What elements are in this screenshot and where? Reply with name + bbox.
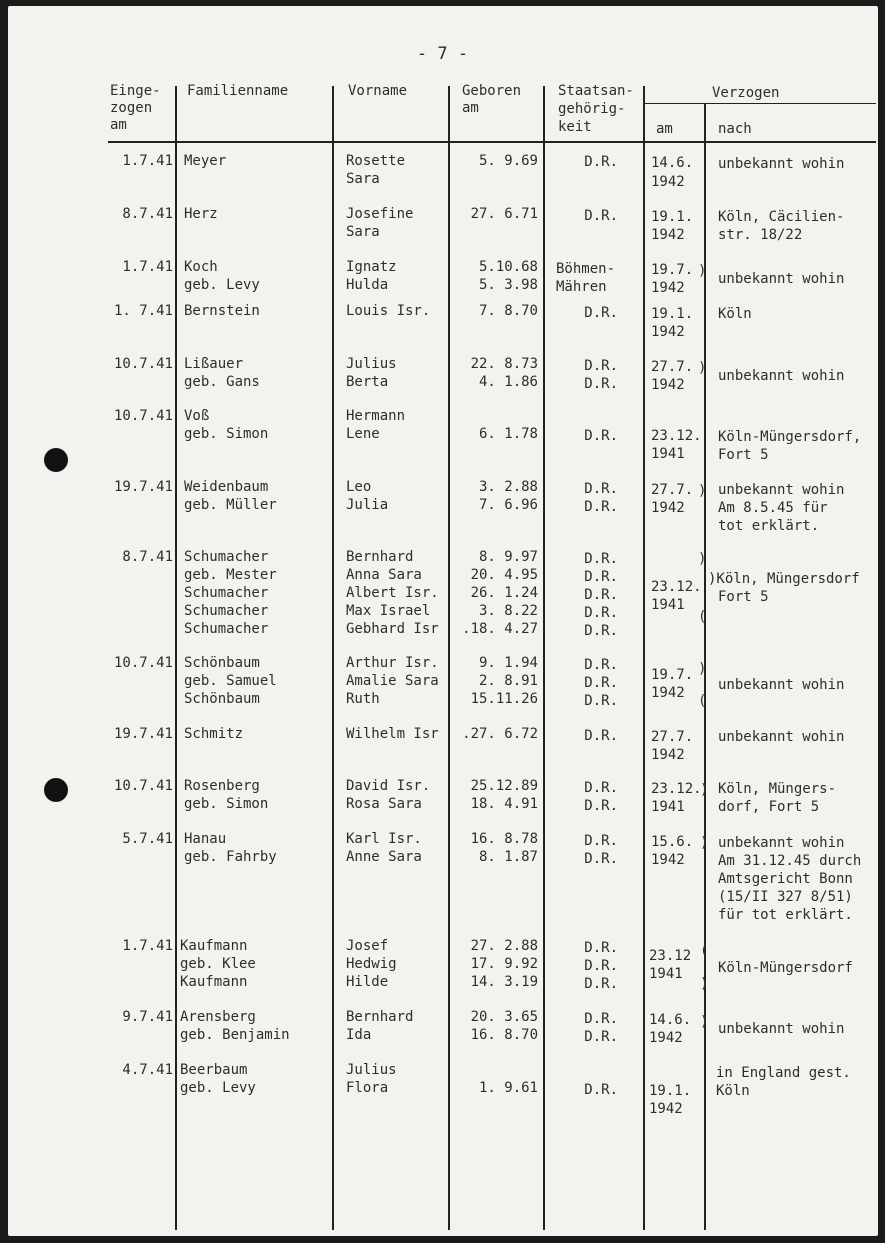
- entry-am: 1942: [651, 852, 685, 868]
- entry-name: Rosenberg: [184, 778, 260, 794]
- entry-am: 1942: [651, 280, 685, 296]
- entry-first: Albert Isr.: [346, 585, 439, 601]
- col-rule-2: [332, 86, 334, 1230]
- brace: ): [698, 661, 707, 677]
- entry-am: 23.12.: [651, 428, 702, 444]
- entry-name: geb. Müller: [184, 497, 277, 513]
- entry-born: 2. 8.91: [478, 673, 538, 689]
- entry-state: D.R.: [584, 208, 618, 224]
- entry-first: Leo: [346, 479, 372, 495]
- entry-state: D.R.: [584, 605, 618, 621]
- brace: ): [698, 360, 707, 376]
- entry-name: Schumacher: [184, 585, 269, 601]
- header-eingezogen-3: am: [110, 117, 127, 133]
- entry-am: 1942: [651, 747, 685, 763]
- entry-nach: )Köln, Müngersdorf: [708, 571, 860, 587]
- brace: ): [700, 1014, 709, 1030]
- entry-state: Mähren: [556, 279, 607, 295]
- entry-first: Sara: [346, 224, 380, 240]
- entry-am: 1942: [649, 1030, 683, 1046]
- entry-nach: Amtsgericht Bonn: [718, 871, 853, 887]
- brace: ): [700, 976, 709, 992]
- entry-date: 5.7.41: [122, 831, 173, 847]
- entry-state: D.R.: [584, 428, 618, 444]
- entry-first: Ignatz: [346, 259, 397, 275]
- entry-state: D.R.: [584, 657, 618, 673]
- entry-am: 14.6.: [651, 155, 694, 171]
- entry-born: 25.12.89: [470, 778, 538, 794]
- entry-nach: str. 18/22: [718, 227, 803, 243]
- entry-born: 17. 9.92: [470, 956, 538, 972]
- entry-nach: Köln-Müngersdorf,: [718, 429, 862, 445]
- entry-first: Hulda: [346, 277, 389, 293]
- entry-name: Voß: [184, 408, 210, 424]
- entry-nach: Köln, Cäcilien-: [718, 209, 845, 225]
- entry-first: Anna Sara: [346, 567, 422, 583]
- entry-born: 5. 3.98: [478, 277, 538, 293]
- entry-name: Meyer: [184, 153, 227, 169]
- header-geboren-1: Geboren: [462, 83, 522, 99]
- brace: (: [698, 693, 707, 709]
- entry-am: 1941: [649, 966, 683, 982]
- entry-date: 19.7.41: [113, 726, 173, 742]
- entry-state: D.R.: [584, 551, 618, 567]
- entry-name: Schmitz: [184, 726, 244, 742]
- entry-nach: Fort 5: [718, 447, 769, 463]
- entry-date: 10.7.41: [113, 356, 173, 372]
- header-vorname: Vorname: [348, 83, 408, 99]
- entry-date: 1. 7.41: [113, 303, 173, 319]
- entry-born: 6. 1.78: [478, 426, 538, 442]
- entry-am: 14.6.: [649, 1012, 692, 1028]
- entry-nach: für tot erklärt.: [718, 907, 853, 923]
- entry-name: Schönbaum: [184, 655, 260, 671]
- entry-state: D.R.: [584, 376, 618, 392]
- entry-am: 1942: [651, 500, 685, 516]
- entry-state: D.R.: [584, 798, 618, 814]
- entry-name: geb. Levy: [180, 1080, 256, 1096]
- entry-first: Arthur Isr.: [346, 655, 439, 671]
- entry-born: 8. 1.87: [478, 849, 538, 865]
- entry-am: 23.12.: [651, 579, 702, 595]
- entry-date: 10.7.41: [113, 408, 173, 424]
- entry-state: D.R.: [584, 1011, 618, 1027]
- entry-first: Hedwig: [346, 956, 397, 972]
- header-verzogen-nach: nach: [718, 121, 752, 137]
- entry-nach: (15/II 327 8/51): [718, 889, 853, 905]
- entry-born: 26. 1.24: [470, 585, 538, 601]
- entry-born: 1. 9.61: [478, 1080, 538, 1096]
- entry-name: geb. Mester: [184, 567, 277, 583]
- entry-born: .18. 4.27: [462, 621, 538, 637]
- entry-first: Wilhelm Isr: [346, 726, 439, 742]
- entry-date: 19.7.41: [113, 479, 173, 495]
- entry-born: 9. 1.94: [478, 655, 538, 671]
- entry-date: 10.7.41: [113, 655, 173, 671]
- header-staat-3: keit: [558, 119, 592, 135]
- punch-hole-lower: [44, 778, 68, 802]
- entry-name: Schumacher: [184, 549, 269, 565]
- entry-date: 4.7.41: [122, 1062, 173, 1078]
- entry-name: Herz: [184, 206, 218, 222]
- brace: ): [698, 263, 707, 279]
- entry-born: 3. 2.88: [478, 479, 538, 495]
- entry-state: D.R.: [584, 358, 618, 374]
- entry-am: 1941: [651, 446, 685, 462]
- entry-nach: Am 8.5.45 für: [718, 500, 828, 516]
- entry-date: 1.7.41: [122, 153, 173, 169]
- entry-first: Julia: [346, 497, 389, 513]
- entry-state: D.R.: [584, 154, 618, 170]
- entry-date: 8.7.41: [122, 206, 173, 222]
- entry-first: Hermann: [346, 408, 406, 424]
- header-rule: [108, 141, 876, 143]
- col-rule-4: [543, 86, 545, 1230]
- entry-born: 22. 8.73: [470, 356, 538, 372]
- entry-born: 14. 3.19: [470, 974, 538, 990]
- entry-born: 5. 9.69: [478, 153, 538, 169]
- entry-date: 9.7.41: [122, 1009, 173, 1025]
- header-staat-2: gehörig-: [558, 101, 626, 117]
- entry-state: D.R.: [584, 569, 618, 585]
- brace: ): [700, 782, 709, 798]
- entry-name: Kaufmann: [180, 938, 248, 954]
- entry-state: D.R.: [584, 851, 618, 867]
- entry-first: Hilde: [346, 974, 389, 990]
- entry-am: 19.1.: [649, 1083, 692, 1099]
- brace: ): [698, 551, 707, 567]
- entry-nach: unbekannt wohin: [718, 677, 845, 693]
- entry-am: 1942: [651, 324, 685, 340]
- entry-am: 1941: [651, 799, 685, 815]
- entry-first: Bernhard: [346, 549, 414, 565]
- entry-name: Koch: [184, 259, 218, 275]
- header-familienname: Familienname: [187, 83, 289, 99]
- entry-name: Arensberg: [180, 1009, 256, 1025]
- entry-name: geb. Klee: [180, 956, 256, 972]
- entry-state: D.R.: [584, 1082, 618, 1098]
- entry-first: Josef: [346, 938, 389, 954]
- entry-first: Berta: [346, 374, 389, 390]
- entry-am: 1942: [651, 174, 685, 190]
- entry-state: D.R.: [584, 499, 618, 515]
- col-rule-1: [175, 86, 177, 1230]
- entry-name: geb. Samuel: [184, 673, 277, 689]
- entry-am: 1942: [649, 1101, 683, 1117]
- entry-am: 15.6.: [651, 834, 694, 850]
- entry-nach: in England gest.: [716, 1065, 851, 1081]
- entry-state: D.R.: [584, 623, 618, 639]
- entry-am: 1942: [651, 377, 685, 393]
- entry-name: Lißauer: [184, 356, 244, 372]
- entry-first: Karl Isr.: [346, 831, 422, 847]
- entry-nach: dorf, Fort 5: [718, 799, 820, 815]
- entry-first: Ruth: [346, 691, 380, 707]
- entry-date: 8.7.41: [122, 549, 173, 565]
- entry-born: 20. 4.95: [470, 567, 538, 583]
- page-number: - 7 -: [416, 44, 469, 64]
- header-geboren-2: am: [462, 100, 479, 116]
- entry-born: .27. 6.72: [462, 726, 538, 742]
- entry-born: 5.10.68: [478, 259, 538, 275]
- entry-name: geb. Simon: [184, 796, 269, 812]
- entry-am: 19.1.: [651, 209, 694, 225]
- entry-first: Amalie Sara: [346, 673, 439, 689]
- entry-am: 23.12: [649, 948, 692, 964]
- entry-first: Ida: [346, 1027, 372, 1043]
- entry-date: 10.7.41: [113, 778, 173, 794]
- brace: (: [698, 609, 707, 625]
- entry-am: 1942: [651, 227, 685, 243]
- entry-state: D.R.: [584, 958, 618, 974]
- entry-first: Sara: [346, 171, 380, 187]
- entry-first: David Isr.: [346, 778, 431, 794]
- entry-am: 23.12.: [651, 781, 702, 797]
- entry-nach: unbekannt wohin: [718, 368, 845, 384]
- entry-name: Kaufmann: [180, 974, 248, 990]
- entry-first: Gebhard Isr: [346, 621, 439, 637]
- entry-state: D.R.: [584, 780, 618, 796]
- verzogen-rule: [644, 103, 876, 104]
- brace: (: [700, 943, 709, 959]
- entry-am: 1941: [651, 597, 685, 613]
- entry-first: Rosette: [346, 153, 406, 169]
- entry-state: D.R.: [584, 833, 618, 849]
- entry-state: D.R.: [584, 728, 618, 744]
- entry-nach: unbekannt wohin: [718, 156, 845, 172]
- entry-state: D.R.: [584, 976, 618, 992]
- entry-first: Rosa Sara: [346, 796, 422, 812]
- entry-nach: unbekannt wohin: [718, 271, 845, 287]
- entry-first: Flora: [346, 1080, 389, 1096]
- entry-name: geb. Fahrby: [184, 849, 277, 865]
- entry-date: 1.7.41: [122, 259, 173, 275]
- entry-first: Julius: [346, 356, 397, 372]
- entry-nach: Köln-Müngersdorf: [718, 960, 853, 976]
- entry-name: Schumacher: [184, 621, 269, 637]
- entry-born: 15.11.26: [470, 691, 538, 707]
- entry-first: Bernhard: [346, 1009, 414, 1025]
- entry-name: Schumacher: [184, 603, 269, 619]
- entry-born: 8. 9.97: [478, 549, 538, 565]
- header-staat-1: Staatsan-: [558, 83, 634, 99]
- header-verzogen-am: am: [656, 121, 673, 137]
- entry-state: D.R.: [584, 587, 618, 603]
- brace: ): [700, 835, 709, 851]
- entry-born: 16. 8.70: [470, 1027, 538, 1043]
- entry-nach: unbekannt wohin: [718, 729, 845, 745]
- entry-state: D.R.: [584, 481, 618, 497]
- entry-born: 7. 6.96: [478, 497, 538, 513]
- entry-date: 1.7.41: [122, 938, 173, 954]
- entry-state: D.R.: [584, 1029, 618, 1045]
- entry-first: Lene: [346, 426, 380, 442]
- entry-name: Weidenbaum: [184, 479, 269, 495]
- header-eingezogen-2: zogen: [110, 100, 153, 116]
- entry-state: D.R.: [584, 693, 618, 709]
- entry-name: geb. Gans: [184, 374, 260, 390]
- entry-name: geb. Simon: [184, 426, 269, 442]
- entry-born: 3. 8.22: [478, 603, 538, 619]
- entry-nach: unbekannt wohin: [718, 835, 845, 851]
- entry-state: D.R.: [584, 305, 618, 321]
- entry-nach: Fort 5: [718, 589, 769, 605]
- entry-first: Louis Isr.: [346, 303, 431, 319]
- header-eingezogen-1: Einge-: [110, 83, 161, 99]
- entry-state: D.R.: [584, 675, 618, 691]
- entry-name: Schönbaum: [184, 691, 260, 707]
- entry-state: D.R.: [584, 940, 618, 956]
- entry-first: Josefine: [346, 206, 414, 222]
- entry-name: Hanau: [184, 831, 227, 847]
- col-rule-5: [643, 86, 645, 1230]
- entry-name: Beerbaum: [180, 1062, 248, 1078]
- entry-nach: unbekannt wohin: [718, 1021, 845, 1037]
- entry-name: geb. Benjamin: [180, 1027, 290, 1043]
- entry-am: 27.7.: [651, 482, 694, 498]
- entry-nach: unbekannt wohin: [718, 482, 845, 498]
- entry-am: 1942: [651, 685, 685, 701]
- entry-state: Böhmen-: [556, 261, 616, 277]
- entry-born: 16. 8.78: [470, 831, 538, 847]
- entry-am: 19.1.: [651, 306, 694, 322]
- entry-born: 4. 1.86: [478, 374, 538, 390]
- entry-nach: Köln: [716, 1083, 750, 1099]
- entry-am: 27.7.: [651, 729, 694, 745]
- entry-name: Bernstein: [184, 303, 260, 319]
- entry-name: geb. Levy: [184, 277, 260, 293]
- entry-am: 19.7.: [651, 667, 694, 683]
- brace: ): [698, 483, 707, 499]
- entry-nach: Köln: [718, 306, 752, 322]
- entry-born: 27. 6.71: [470, 206, 538, 222]
- entry-first: Anne Sara: [346, 849, 422, 865]
- header-verzogen: Verzogen: [712, 85, 780, 101]
- entry-born: 7. 8.70: [478, 303, 538, 319]
- entry-born: 20. 3.65: [470, 1009, 538, 1025]
- entry-born: 27. 2.88: [470, 938, 538, 954]
- entry-born: 18. 4.91: [470, 796, 538, 812]
- entry-first: Max Israel: [346, 603, 431, 619]
- punch-hole-upper: [44, 448, 68, 472]
- entry-first: Julius: [346, 1062, 397, 1078]
- entry-nach: Köln, Müngers-: [718, 781, 837, 797]
- entry-nach: tot erklärt.: [718, 518, 820, 534]
- entry-am: 19.7.: [651, 262, 694, 278]
- entry-nach: Am 31.12.45 durch: [718, 853, 862, 869]
- entry-am: 27.7.: [651, 359, 694, 375]
